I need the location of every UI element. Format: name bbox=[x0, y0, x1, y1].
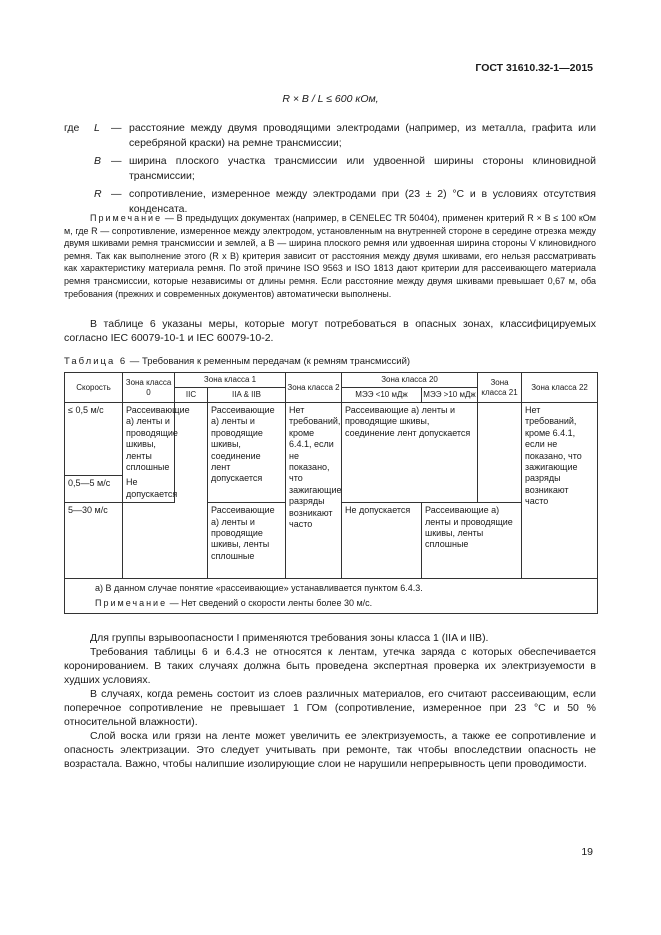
zone-1-iiab-fast-cell: Рассеивающие а) ленты и проводящие шкивы, ленты сплошные bbox=[208, 503, 286, 579]
speed-cell: ≤ 0,5 м/с bbox=[65, 403, 123, 476]
table-caption-text: — Требования к ременным передачам (к ремням трансмиссий) bbox=[127, 356, 411, 367]
definition-text: сопротивление, измеренное между электродами при (23 ± 2) °С и в условиях отсутствия конденсата. bbox=[129, 188, 596, 215]
paragraph: Слой воска или грязи на ленте может увеличить ее электризуемость, а также ее сопротивление и опасность электризации. Это следует учитывать при ремонте, так чтобы впоследствии опасность не возрастала. Важно, чтобы налипшие изолирующие слои не нарушили непрерывность цепи проводимости. bbox=[64, 730, 596, 770]
definition-symbol: R bbox=[94, 188, 102, 200]
header-row bbox=[65, 373, 598, 388]
note-label: Примечание bbox=[90, 213, 163, 223]
zone-22-cell: Нет требований, кроме 6.4.1, если не показано, что зажигающие разряды возникают часто bbox=[522, 403, 598, 579]
paragraph: В случаях, когда ремень состоит из слоев различных материалов, его считают рассеивающим, если поперечное сопротивление не превышает 1 ГОм (сопротивление, измеренное при 23 °С и 50 % относительной влажности). bbox=[64, 688, 596, 728]
zone-0-mid-cell: Не допускается bbox=[123, 475, 175, 502]
speed-cell: 0,5—5 м/с bbox=[65, 475, 123, 502]
table-footnote: а) В данном случае понятие «рассеивающие» устанавливается пунктом 6.4.3. bbox=[95, 583, 423, 594]
definition-text: ширина плоского участка трансмиссии или удвоенной ширины стороны клиновидной трансмиссии; bbox=[129, 155, 596, 182]
table-note-text: — Нет сведений о скорости ленты более 30 м/с. bbox=[167, 597, 373, 608]
zone-21-cell bbox=[478, 403, 522, 503]
definitions-list bbox=[64, 121, 596, 220]
definition-text: расстояние между двумя проводящими электродами (например, из металла, графита или серебряной краски) на ремне трансмиссии; bbox=[129, 122, 596, 149]
definition-symbol: B bbox=[94, 155, 102, 167]
table-row bbox=[65, 403, 598, 476]
definition-dash: — bbox=[111, 188, 122, 200]
table-caption bbox=[64, 356, 410, 367]
definitions-intro: где bbox=[64, 122, 80, 134]
paragraph: Для группы взрывоопасности I применяются требования зоны класса 1 (IIA и IIB). bbox=[90, 632, 489, 644]
note-criteria bbox=[64, 212, 596, 300]
table-footer bbox=[65, 579, 598, 614]
header-zone-20-lt: МЭЭ <10 мДж bbox=[342, 388, 422, 403]
definition-dash: — bbox=[111, 122, 122, 134]
header-zone-22: Зона класса 22 bbox=[522, 373, 598, 403]
document-header: ГОСТ 31610.32-1—2015 bbox=[475, 62, 593, 74]
zone-2-cell: Нет требований, кроме 6.4.1, если не показано, что зажигающие разряды возникают часто bbox=[286, 403, 342, 579]
requirements-table bbox=[64, 372, 598, 614]
header-zone-1-iiab: IIA & IIB bbox=[208, 388, 286, 403]
zone-1-iic-cell bbox=[175, 403, 208, 503]
header-speed: Скорость bbox=[65, 373, 123, 403]
zone-1-iiab-slow-cell: Рассеивающие а) ленты и проводящие шкивы, соединение лент допускается bbox=[208, 403, 286, 503]
header-zone-0: Зона класса 0 bbox=[123, 373, 175, 403]
header-zone-1-iic: IIC bbox=[175, 388, 208, 403]
speed-cell: 5—30 м/с bbox=[65, 503, 123, 579]
page-number: 19 bbox=[581, 846, 593, 858]
definition-symbol: L bbox=[94, 122, 100, 134]
formula: R × B / L ≤ 600 кОм, bbox=[282, 93, 379, 105]
header-zone-20-gt: МЭЭ >10 мДж bbox=[422, 388, 478, 403]
paragraph-table-intro: В таблице 6 указаны меры, которые могут потребоваться в опасных зонах, классифицируемых согласно IEC 60079-10-1 и IEC 60079-10-2. bbox=[64, 318, 596, 344]
header-zone-20: Зона класса 20 bbox=[342, 373, 478, 388]
note-text: — В предыдущих документах (например, в CENELEC TR 50404), применен критерий R × B ≤ 100 кОм м, где R — сопротивление, измеренное между электродом, установленным на внутренней стороне в середине отрезка между двумя шкивами ремня трансмиссии и землей, а B — ширина плоского ремня или удвоенная ширина стороны V клиновидного ремня. Так как выполнение этого (R x B) критерия зависит от расстояния между двумя шкивами, его нельзя рассматривать как характеристику материала ремня. По этой причине ISO 9563 и ISO 1813 дают критерии для рассеивающего материала ремня трансмиссии, которые независимы от длины ремня. Если расстояние между двумя шкивами превышает 0,67 м, оба требования (прежних и современных документов) автоматически выполнены. bbox=[64, 213, 596, 299]
paragraph: Требования таблицы 6 и 6.4.3 не относятся к лентам, утечка заряда с которых обеспечивается коронированием. В таких случаях должна быть проведена экспертная проверка их электризуемости в худших условиях. bbox=[64, 646, 596, 686]
table-caption-label: Таблица 6 bbox=[64, 356, 128, 367]
header-zone-21: Зона класса 21 bbox=[478, 373, 522, 403]
definition-B bbox=[64, 154, 596, 183]
zone-20-lt-fast-cell: Не допускается bbox=[342, 503, 422, 579]
table-note-label: Примечание bbox=[95, 597, 168, 608]
header-zone-2: Зона класса 2 bbox=[286, 373, 342, 403]
header-zone-1: Зона класса 1 bbox=[175, 373, 286, 388]
table-footer-row bbox=[65, 579, 598, 614]
definition-dash: — bbox=[111, 155, 122, 167]
zone-0-fast-cell bbox=[123, 503, 208, 579]
table-note bbox=[71, 598, 591, 609]
zone-0-slow-cell: Рассеивающие а) ленты и проводящие шкивы, ленты сплошные bbox=[123, 403, 175, 476]
zone-20-slow-cell: Рассеивающие а) ленты и проводящие шкивы, соединение лент допускается bbox=[342, 403, 478, 503]
definition-L bbox=[64, 121, 596, 150]
zone-20-gt-fast-cell: Рассеивающие а) ленты и проводящие шкивы, ленты сплошные bbox=[422, 503, 522, 579]
